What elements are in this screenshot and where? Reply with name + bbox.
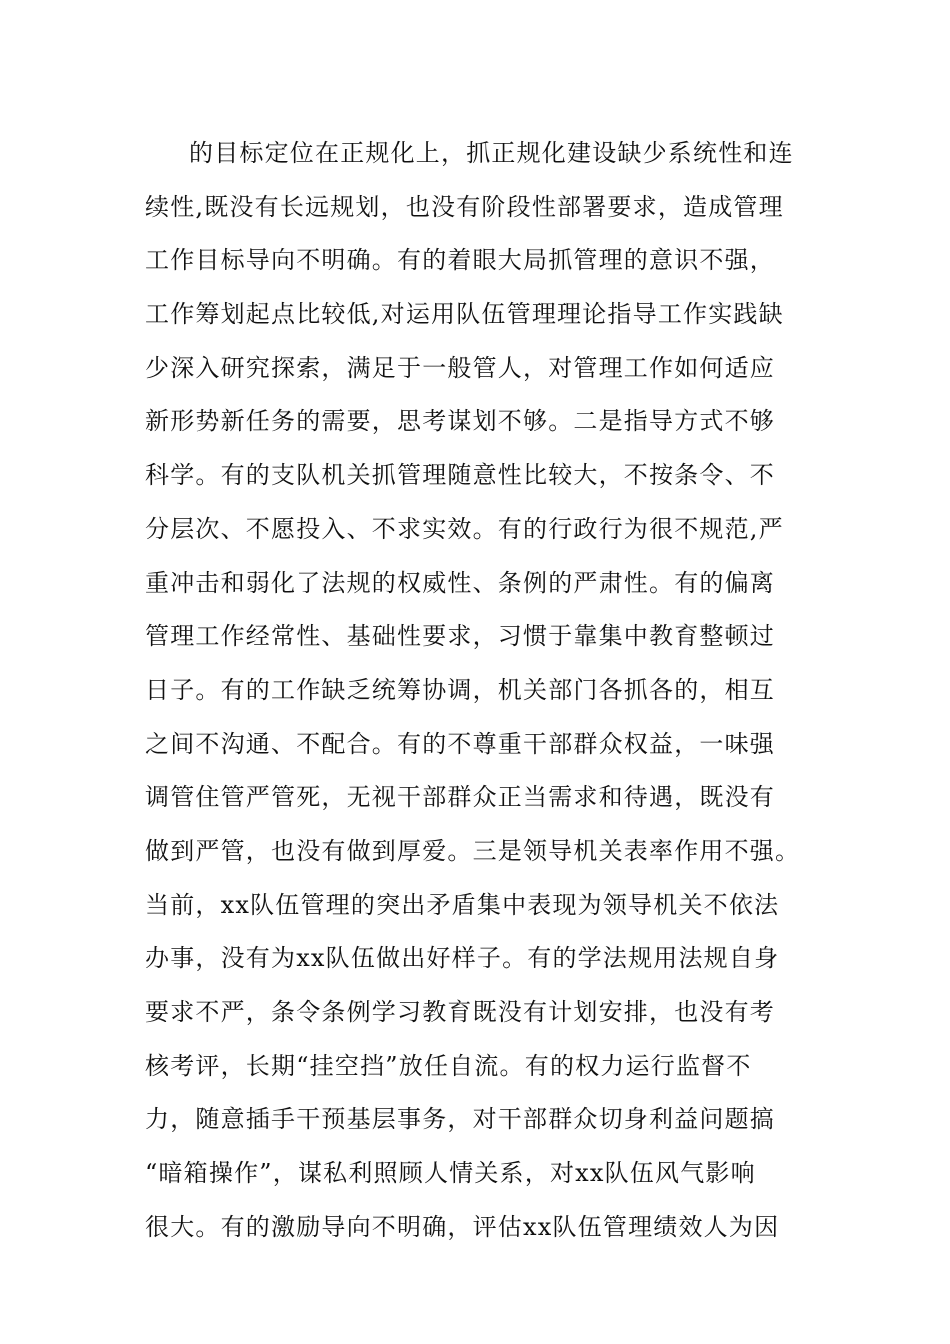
body-text (145, 127, 805, 1254)
text-line-15: 当前，xx队伍管理的突出矛盾集中表现为领导机关不依法 (145, 890, 780, 919)
text-line-21: 很大。有的激励导向不明确，评估xx队伍管理绩效人为因 (145, 1212, 780, 1241)
text-line-17: 要求不严，条令条例学习教育既没有计划安排，也没有考 (145, 998, 775, 1026)
text-line-1: 的目标定位在正规化上，抓正规化建设缺少系统性和连 (189, 139, 794, 167)
text-line-10: 管理工作经常性、基础性要求，习惯于靠集中教育整顿过 (145, 622, 775, 651)
text-line-19: 力，随意插手干预基层事务，对干部群众切身利益问题搞 (145, 1105, 775, 1134)
text-line-18: 核考评，长期“挂空挡”放任自流。有的权力运行监督不 (145, 1051, 752, 1080)
text-line-6: 新形势新任务的需要，思考谋划不够。二是指导方式不够 (145, 407, 775, 436)
text-line-14: 做到严管，也没有做到厚爱。三是领导机关表率作用不强。 (145, 836, 801, 865)
text-line-9: 重冲击和弱化了法规的权威性、条例的严肃性。有的偏离 (145, 568, 775, 597)
text-line-13: 调管住管严管死，无视干部群众正当需求和待遇，既没有 (145, 783, 775, 812)
text-line-2: 续性,既没有长远规划，也没有阶段性部署要求，造成管理 (145, 192, 784, 221)
text-line-4: 工作筹划起点比较低,对运用队伍管理理论指导工作实践缺 (145, 300, 784, 329)
text-line-20: “暗箱操作”，谋私利照顾人情关系，对xx队伍风气影响 (145, 1159, 756, 1188)
text-line-8: 分层次、不愿投入、不求实效。有的行政行为很不规范,严 (145, 514, 784, 543)
text-line-5: 少深入研究探索，满足于一般管人，对管理工作如何适应 (145, 353, 775, 382)
text-line-11: 日子。有的工作缺乏统筹协调，机关部门各抓各的，相互 (145, 675, 775, 704)
text-line-3: 工作目标导向不明确。有的着眼大局抓管理的意识不强， (145, 246, 775, 275)
text-line-16: 办事，没有为xx队伍做出好样子。有的学法规用法规自身 (145, 944, 780, 973)
text-line-7: 科学。有的支队机关抓管理随意性比较大，不按条令、不 (145, 461, 775, 490)
text-line-12: 之间不沟通、不配合。有的不尊重干部群众权益，一味强 (145, 729, 775, 758)
